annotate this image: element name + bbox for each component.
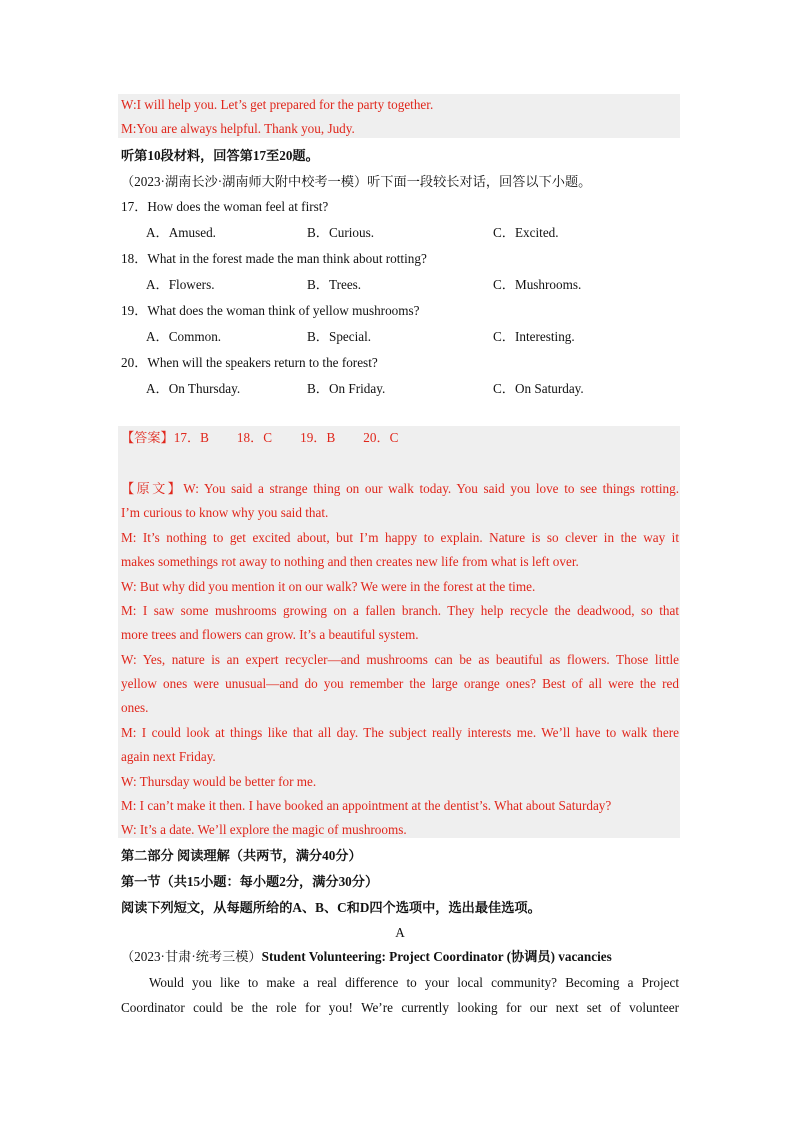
option-a[interactable]: A．Flowers. xyxy=(146,277,215,292)
transcript-line: W: But why did you mention it on our walk? We were in the forest at the time. xyxy=(121,579,536,594)
passage-line: Would you like to make a real difference to your local community? Becoming a Project xyxy=(149,975,679,990)
option-a[interactable]: A．On Thursday. xyxy=(146,381,241,396)
question-stem: 19．What does the woman think of yellow mushrooms? xyxy=(121,303,420,318)
passage-source: （2023·甘肃·统考三模） xyxy=(121,949,262,964)
transcript-line: W: Yes, nature is an expert recycler—and mushrooms can be as beautiful as flowers. Those little xyxy=(121,652,679,667)
passage-title: Student Volunteering: Project Coordinator (协调员) vacancies xyxy=(261,949,612,964)
option-c[interactable]: C．Interesting. xyxy=(493,329,575,344)
option-a[interactable]: A．Amused. xyxy=(146,225,216,240)
answer-item: 17．B xyxy=(173,430,209,445)
passage-line: Coordinator could be the role for you! We’re currently looking for our next set of volunteer xyxy=(121,1000,679,1015)
transcript-line: ones. xyxy=(121,700,149,715)
transcript-line: yellow ones were unusual—and do you remember the large orange ones? Best of all were the red xyxy=(121,676,679,691)
transcript-line: again next Friday. xyxy=(121,749,216,764)
question-stem: 20．When will the speakers return to the forest? xyxy=(121,355,378,370)
transcript-line: I’m curious to know why you said that. xyxy=(121,505,329,520)
transcript-line: M: I saw some mushrooms growing on a fallen branch. They help recycle the deadwood, so that xyxy=(121,603,679,618)
dialogue-line: M:You are always helpful. Thank you, Judy. xyxy=(121,121,355,136)
instruction: 阅读下列短文，从每题所给的A、B、C和D四个选项中，选出最佳选项。 xyxy=(121,900,541,915)
transcript-label: 【原文】 xyxy=(121,481,184,496)
answer-item: 19．B xyxy=(300,430,336,445)
transcript-line: makes somethings rot away to nothing and then creates new life from what is left over. xyxy=(121,554,579,569)
option-b[interactable]: B．Curious. xyxy=(307,225,375,240)
question-stem: 18．What in the forest made the man think about rotting? xyxy=(121,251,427,266)
transcript-line xyxy=(121,479,679,499)
option-b[interactable]: B．On Friday. xyxy=(307,381,386,396)
part-heading: 第二部分 阅读理解（共两节，满分40分） xyxy=(121,848,362,863)
source-note: （2023·湖南长沙·湖南师大附中校考一模）听下面一段较长对话，回答以下小题。 xyxy=(121,174,592,189)
transcript-line: M: I could look at things like that all day. The subject really interests me. We’ll have to walk there xyxy=(121,725,679,740)
answer-line xyxy=(121,428,398,448)
transcript-text: W: You said a strange thing on our walk today. You said you love to see things rotting. xyxy=(183,481,680,496)
answer-item: 18．C xyxy=(236,430,273,445)
answer-label: 【答案】 xyxy=(121,430,174,445)
passage-letter: A xyxy=(395,925,405,940)
option-b[interactable]: B．Trees. xyxy=(307,277,362,292)
section-subheading: 第一节（共15小题：每小题2分，满分30分） xyxy=(121,874,379,889)
option-a[interactable]: A．Common. xyxy=(146,329,222,344)
dialogue-line: W:I will help you. Let’s get prepared for the party together. xyxy=(121,97,434,112)
passage-header xyxy=(121,947,612,967)
option-c[interactable]: C．On Saturday. xyxy=(493,381,584,396)
option-c[interactable]: C．Excited. xyxy=(493,225,559,240)
option-b[interactable]: B．Special. xyxy=(307,329,372,344)
transcript-line: M: It’s nothing to get excited about, but I’m happy to explain. Nature is so clever in the way it xyxy=(121,530,679,545)
question-stem: 17．How does the woman feel at first? xyxy=(121,199,329,214)
option-c[interactable]: C．Mushrooms. xyxy=(493,277,582,292)
section-heading: 听第10段材料，回答第17至20题。 xyxy=(121,148,319,163)
transcript-line: W: Thursday would be better for me. xyxy=(121,774,317,789)
transcript-line: W: It’s a date. We’ll explore the magic of mushrooms. xyxy=(121,822,407,837)
answer-item: 20．C xyxy=(363,430,399,445)
transcript-line: more trees and flowers can grow. It’s a beautiful system. xyxy=(121,627,419,642)
transcript-line: M: I can’t make it then. I have booked an appointment at the dentist’s. What about Saturday? xyxy=(121,798,612,813)
